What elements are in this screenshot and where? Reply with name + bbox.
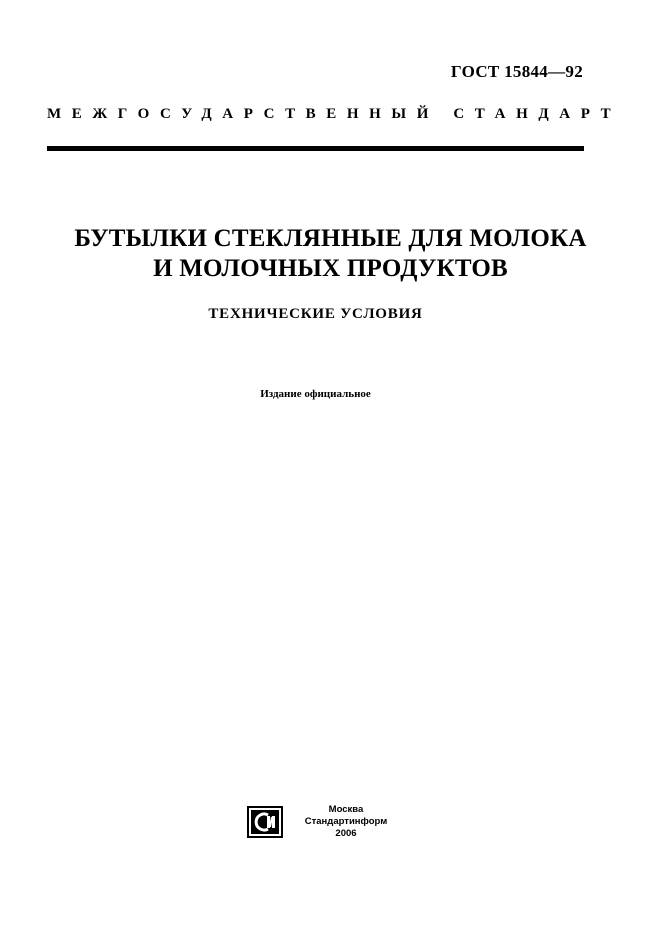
document-title bbox=[0, 224, 661, 284]
edition-note: Издание официальное bbox=[260, 388, 371, 400]
publisher-imprint bbox=[296, 804, 396, 840]
header-divider bbox=[47, 146, 584, 151]
standard-type: МЕЖГОСУДАРСТВЕННЫЙ СТАНДАРТ bbox=[47, 106, 622, 122]
standartinform-logo-icon bbox=[246, 806, 284, 838]
imprint-city: Москва bbox=[328, 804, 364, 815]
imprint-publisher: Стандартинформ bbox=[304, 816, 388, 827]
gost-number: ГОСТ 15844—92 bbox=[450, 62, 583, 81]
document-title-line-2: И МОЛОЧНЫХ ПРОДУКТОВ bbox=[153, 255, 508, 282]
document-title-line-1: БУТЫЛКИ СТЕКЛЯННЫЕ ДЛЯ МОЛОКА bbox=[74, 225, 587, 252]
document-subtitle: ТЕХНИЧЕСКИЕ УСЛОВИЯ bbox=[208, 306, 423, 322]
imprint-year: 2006 bbox=[335, 828, 357, 839]
